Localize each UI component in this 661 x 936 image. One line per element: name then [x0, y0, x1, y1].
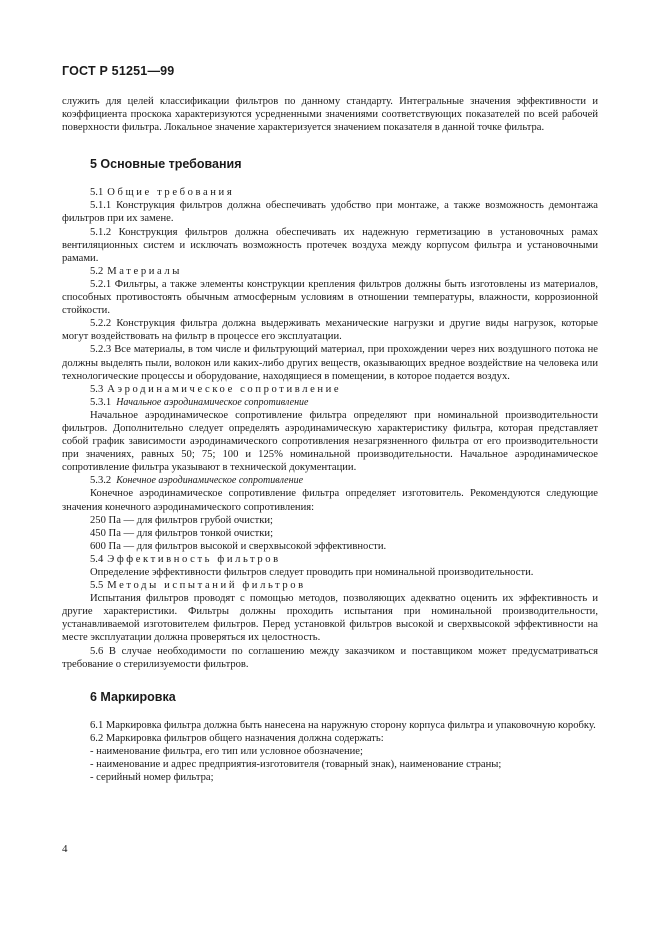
page-number: 4: [62, 843, 68, 855]
clause-5-1-1: 5.1.1 Конструкция фильтров должна обеспечивать удобство при монтаже, а также возможность демонтажа фильтров при их замене.: [62, 200, 598, 225]
clause-5-2-3: 5.2.3 Все материалы, в том числе и фильтрующий материал, при прохождении через них воздушного потока не должны выделять пыли, волокон или каких-либо других веществ, оказывающих вредное воздействие на человека или технологические процессы и оборудование, находящиеся в помещении, в которое подается воздух.: [62, 344, 598, 382]
clause-6-2: 6.2 Маркировка фильтров общего назначения должна содержать:: [90, 732, 384, 744]
clause-number: 5.3.2: [90, 475, 112, 487]
clause-5-5-text: Испытания фильтров проводят с помощью методов, позволяющих адекватно оценить их эффективность и другие характеристики. Фильтры должны проходить испытания при номинальной производительности, устанавливаемой изготовителем фильтров. Перед установкой фильтров высокой и сверхвысокой эффективности на месте эксплуатации должна проверяться их целостность.: [62, 593, 598, 644]
section-6-heading: 6 Маркировка: [90, 689, 176, 704]
clause-title: Конечное аэродинамическое сопротивление: [116, 475, 304, 487]
document-header: ГОСТ Р 51251—99: [62, 64, 175, 78]
clause-number: 5.1: [90, 187, 104, 199]
list-item: - наименование и адрес предприятия-изготовителя (товарный знак), наименование страны;: [90, 759, 502, 771]
clause-number: 5.5: [90, 580, 104, 592]
clause-5-1-heading: [62, 186, 598, 199]
list-item: - наименование фильтра, его тип или условное обозначение;: [90, 745, 363, 757]
clause-6-1: 6.1 Маркировка фильтра должна быть нанесена на наружную сторону корпуса фильтра и упаковочную коробку.: [90, 719, 596, 731]
clause-5-5-heading: [62, 579, 598, 592]
resistance-value: 250 Па — для фильтров грубой очистки;: [90, 514, 274, 526]
clause-5-3-2-text: Конечное аэродинамическое сопротивление фильтра определяет изготовитель. Рекомендуются следующие значения конечного аэродинамического сопротивления:: [62, 488, 598, 513]
clause-title: Эффективность фильтров: [107, 553, 281, 565]
clause-5-3-2-heading: [62, 474, 598, 487]
clause-5-3-heading: [62, 383, 598, 396]
resistance-value: 600 Па — для фильтров высокой и сверхвысокой эффективности.: [90, 540, 387, 552]
clause-number: 5.3.1: [90, 396, 112, 408]
clause-title: Методы испытаний фильтров: [107, 580, 306, 592]
clause-5-3-1-text: Начальное аэродинамическое сопротивление фильтра определяют при номинальной производительности фильтров. Дополнительно следует определять аэродинамическую характеристику фильтра, которая представляет собой график зависимости аэродинамического сопротивления незагрязненного фильтра от его производительности при значениях, равных 50; 75; 100 и 125% номинальной производительности. Начальное аэродинамическое сопротивление фильтра указывают в технической документации.: [62, 409, 598, 474]
clause-5-1-2: 5.1.2 Конструкция фильтров должна обеспечивать их надежную герметизацию в установочных рамах вентиляционных систем и исключать возможность протечек воздуха между корпусом фильтра и установочными рамами.: [62, 226, 598, 264]
clause-5-2-2: 5.2.2 Конструкция фильтра должна выдерживать механические нагрузки и другие виды нагрузок, которые могут воздействовать на фильтр в процессе его эксплуатации.: [62, 318, 598, 343]
clause-5-3-1-heading: [62, 396, 598, 409]
clause-5-4-heading: [62, 553, 598, 566]
clause-number: 5.2: [90, 265, 104, 277]
list-item: - серийный номер фильтра;: [90, 772, 214, 784]
clause-title: Общие требования: [107, 187, 235, 199]
clause-number: 5.3: [90, 383, 104, 395]
resistance-value: 450 Па — для фильтров тонкой очистки;: [90, 527, 274, 539]
clause-5-2-heading: [62, 265, 598, 278]
clause-5-6: 5.6 В случае необходимости по соглашению между заказчиком и поставщиком может предусматриваться требование о стерилизуемости фильтров.: [62, 645, 598, 670]
clause-5-4-text: Определение эффективности фильтров следует проводить при номинальной производительности.: [90, 567, 534, 578]
clause-5-2-1: 5.2.1 Фильтры, а также элементы конструкции крепления фильтров должны быть изготовлены из материалов, способных противостоять обычным атмосферным условиям в отношении температуры, влажности, коррозионной стойкости.: [62, 278, 598, 317]
clause-title: Начальное аэродинамическое сопротивление: [116, 396, 309, 408]
section-5-heading: 5 Основные требования: [90, 157, 242, 172]
document-body: [62, 95, 598, 784]
clause-title: Материалы: [107, 265, 182, 277]
clause-number: 5.4: [90, 553, 104, 565]
clause-title: Аэродинамическое сопротивление: [107, 383, 342, 395]
intro-paragraph: служить для целей классификации фильтров по данному стандарту. Интегральные значения эффективности и коэффициента проскока характеризуются усредненными значениями соответствующих показателей по всей рабочей поверхности фильтра. Локальное значение характеризуется значением показателя в данной точке фильтра.: [62, 96, 598, 134]
